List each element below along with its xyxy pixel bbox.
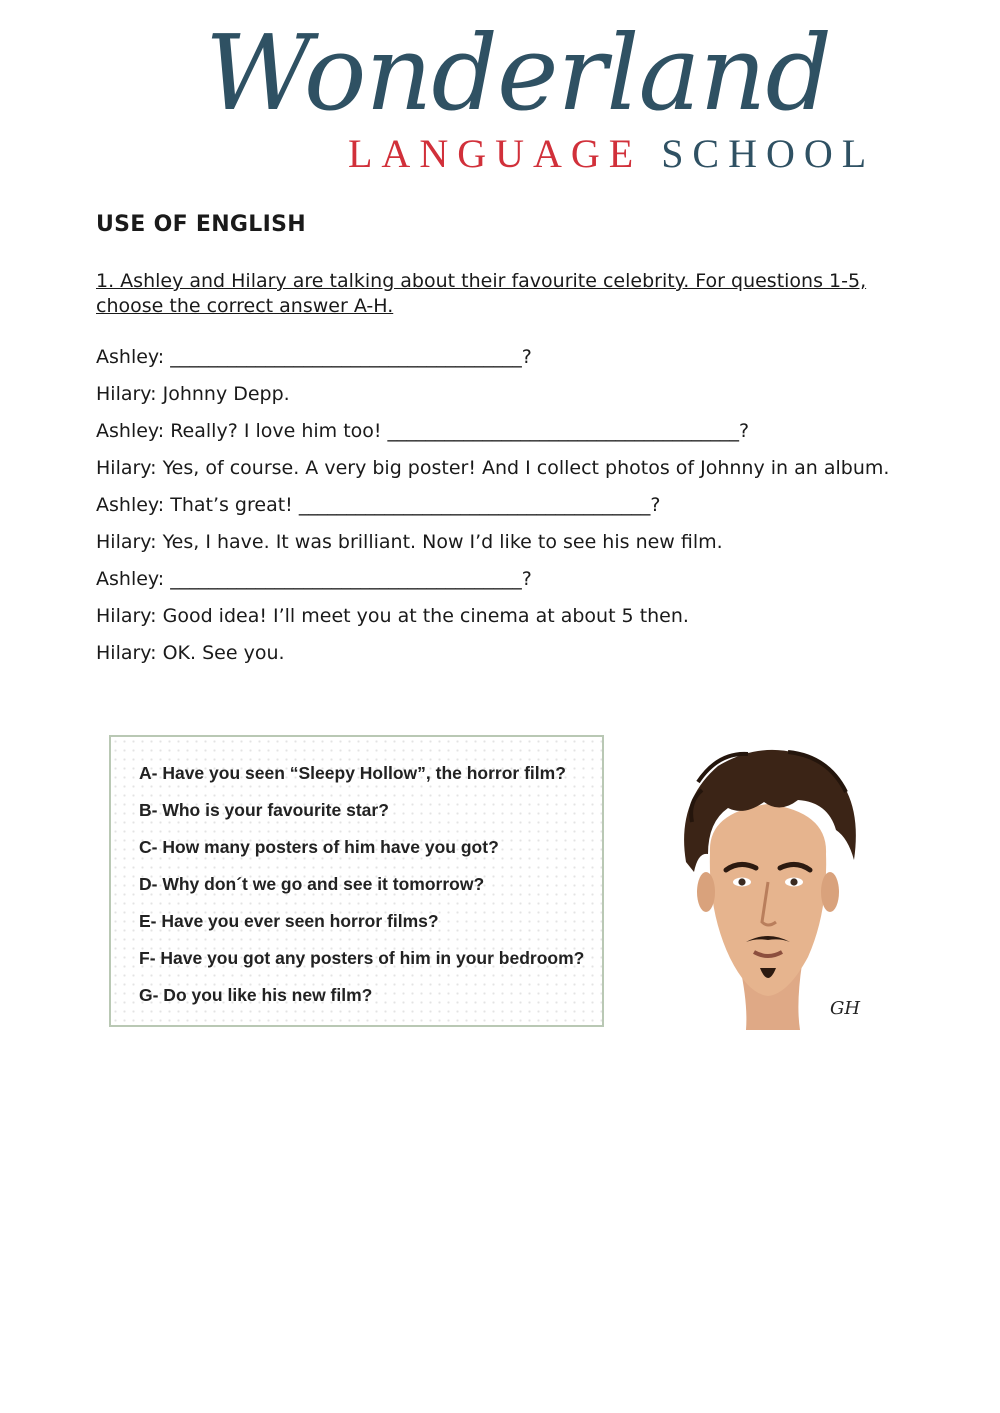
dialogue-line: Hilary: Yes, of course. A very big poster! And I collect photos of Johnny in an album. [96, 457, 890, 479]
dialogue [96, 339, 916, 672]
dialogue-line: Ashley: _____________________________________? [96, 346, 532, 368]
exercise-instruction: 1. Ashley and Hilary are talking about their favourite celebrity. For questions 1-5, choose the correct answer A-H. [96, 270, 867, 317]
dialogue-line: Hilary: Yes, I have. It was brilliant. Now I’d like to see his new film. [96, 531, 723, 553]
answer-option: D- Why don´t we go and see it tomorrow? [139, 874, 485, 894]
logo-language: LANGUAGE [348, 131, 643, 176]
celebrity-portrait [668, 742, 868, 1032]
dialogue-line: Ashley: _____________________________________? [96, 568, 532, 590]
dialogue-line: Hilary: Good idea! I’ll meet you at the cinema at about 5 then. [96, 605, 689, 627]
answer-option: B- Who is your favourite star? [139, 800, 389, 820]
answer-option: C- How many posters of him have you got? [139, 837, 499, 857]
portrait-face [710, 804, 826, 996]
dialogue-line: Ashley: Really? I love him too! _____________________________________? [96, 420, 750, 442]
section-title: USE OF ENGLISH [96, 212, 306, 237]
dialogue-line: Ashley: That’s great! _____________________________________? [96, 494, 661, 516]
answer-options-box [109, 735, 604, 1027]
portrait-signature: GH [830, 998, 861, 1019]
answer-option: A- Have you seen “Sleepy Hollow”, the horror film? [139, 763, 566, 783]
school-logo [0, 0, 1000, 190]
answer-option: E- Have you ever seen horror films? [139, 911, 439, 931]
logo-wordmark: Wonderland [205, 12, 832, 134]
answer-option: G- Do you like his new film? [139, 985, 373, 1005]
answer-option: F- Have you got any posters of him in your bedroom? [139, 948, 585, 968]
logo-subtitle [348, 131, 876, 176]
logo-school: SCHOOL [661, 131, 876, 176]
dialogue-line: Hilary: Johnny Depp. [96, 383, 290, 405]
dialogue-line: Hilary: OK. See you. [96, 642, 285, 664]
